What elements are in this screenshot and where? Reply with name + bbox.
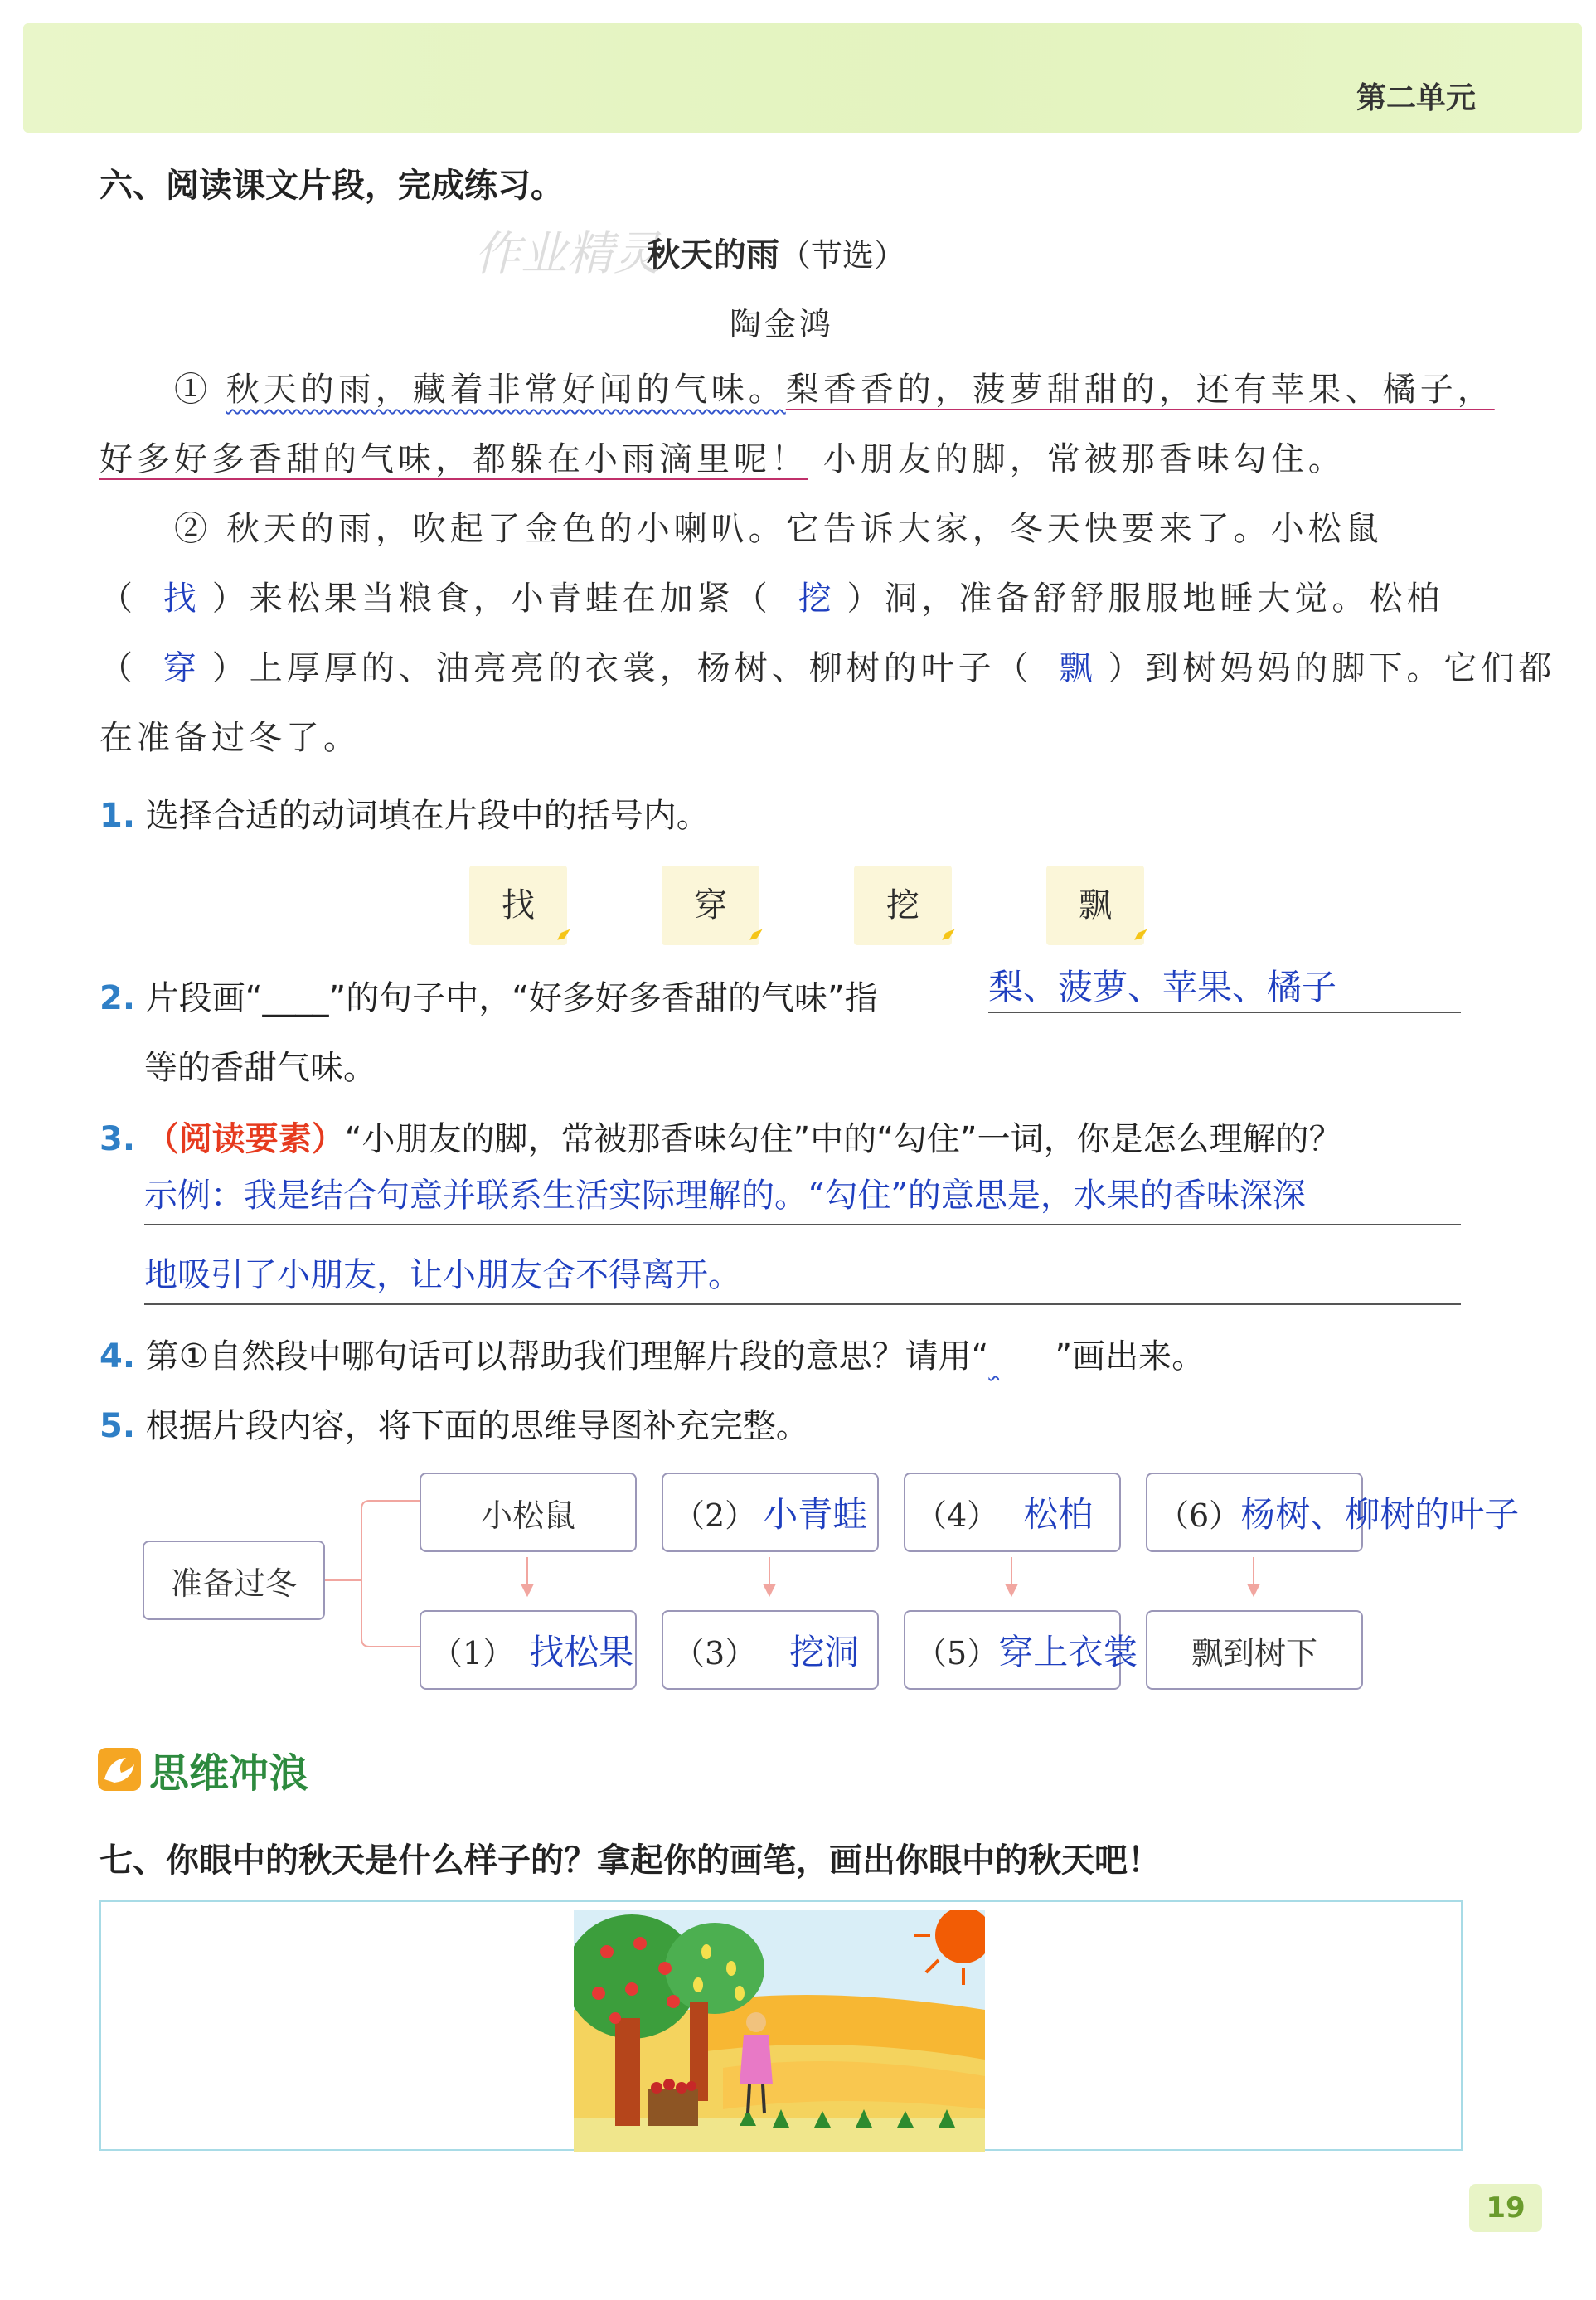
- passage-title-note: （节选）: [779, 237, 906, 274]
- section-title: 思维冲浪: [149, 1750, 309, 1797]
- verb-text: 飘: [1079, 886, 1112, 924]
- p1-underlined-b: 好多好多香甜的气味，都躲在小雨滴里呢！: [99, 440, 808, 478]
- reading-tag: （阅读要素）: [145, 1120, 345, 1158]
- passage-author: 陶金鸿: [730, 306, 835, 342]
- node-number: （1）: [431, 1634, 515, 1672]
- node-label: 小松鼠: [480, 1497, 575, 1534]
- mindmap-bottom-3: [904, 1610, 1138, 1690]
- mindmap-top-4: [1146, 1473, 1520, 1552]
- mindmap-top-1: [420, 1473, 637, 1552]
- verb-text: 挖: [886, 886, 919, 924]
- question-text: 根据片段内容，将下面的思维导图补充完整。: [145, 1407, 809, 1445]
- mindmap-bottom-1: [420, 1610, 637, 1690]
- section7-heading: 七、你眼中的秋天是什么样子的？拿起你的画笔，画出你眼中的秋天吧！: [99, 1841, 1161, 1880]
- p1-tail: 小朋友的脚，常被那香味勾住。: [822, 440, 1346, 478]
- fill-answer-1: 找: [163, 580, 201, 618]
- node-answer: 找松果: [529, 1632, 634, 1672]
- question-tail: ”画出来。: [1055, 1337, 1205, 1376]
- mindmap-root: [143, 1541, 325, 1620]
- autumn-drawing-image: [574, 1910, 985, 2152]
- question-text: 片段画“____”的句子中，“好多好多香甜的气味”指: [145, 979, 878, 1017]
- passage-title-text: 秋天的雨: [647, 236, 779, 274]
- unit-label: 第二单元: [1356, 81, 1477, 115]
- fill-answer-4: 飘: [1059, 649, 1097, 687]
- node-answer: 穿上衣裳: [998, 1632, 1138, 1672]
- p2-line3-end: ）到树妈妈的脚下。它们都: [1108, 649, 1556, 687]
- p2-line4: 在准备过冬了。: [99, 719, 361, 757]
- node-number: （4）: [915, 1497, 999, 1534]
- node-label: 飘到树下: [1191, 1634, 1317, 1672]
- question-text: 第①自然段中哪句话可以帮助我们理解片段的意思？请用“: [145, 1337, 989, 1376]
- node-answer: 小青蛙: [763, 1494, 868, 1535]
- question-number: 1.: [99, 797, 136, 835]
- p1-underlined-a: 梨香香的，菠萝甜甜的，还有苹果、橘子，: [785, 371, 1495, 409]
- p2-line1: ② 秋天的雨，吹起了金色的小喇叭。它告诉大家，冬天快要来了。小松鼠: [174, 510, 1383, 548]
- p2-line3-mid: ）上厚厚的、油亮亮的衣裳，杨树、柳树的叶子（: [211, 649, 1033, 687]
- question-2-tail: 等的香甜气味。: [144, 1049, 376, 1087]
- p1-wavy-sentence: 秋天的雨，藏着非常好闻的气味。: [226, 371, 786, 409]
- question-number: 3.: [99, 1120, 136, 1158]
- node-number: （2）: [673, 1497, 757, 1534]
- root-label: 准备过冬: [170, 1565, 297, 1602]
- question-number: 2.: [99, 979, 136, 1017]
- node-answer: 挖洞: [789, 1632, 860, 1672]
- page-number: 19: [1469, 2184, 1542, 2232]
- mindmap-bottom-2: [662, 1610, 879, 1690]
- mindmap-bottom-4: [1146, 1610, 1363, 1690]
- node-number: （6）: [1157, 1497, 1241, 1534]
- answer-text: 梨、菠萝、苹果、橘子: [988, 967, 1337, 1007]
- question-text: “小朋友的脚，常被那香味勾住”中的“勾住”一词，你是怎么理解的？: [344, 1120, 1342, 1158]
- watermark: 作业精灵: [474, 227, 660, 281]
- fill-answer-2: 挖: [798, 580, 836, 618]
- verb-text: 找: [502, 886, 535, 924]
- node-answer: 杨树、柳树的叶子: [1240, 1494, 1520, 1535]
- node-answer: 松柏: [1023, 1494, 1094, 1535]
- p2-bracket: （: [99, 649, 137, 687]
- p2-line2-end: ）洞，准备舒舒服服地睡大觉。松柏: [847, 580, 1444, 618]
- verb-text: 穿: [694, 886, 727, 924]
- fill-answer-3: 穿: [163, 649, 201, 687]
- answer-text: 地吸引了小朋友，让小朋友舍不得离开。: [144, 1256, 741, 1294]
- answer-text: 示例：我是结合句意并联系生活实际理解的。“勾住”的意思是，水果的香味深深: [144, 1177, 1306, 1215]
- node-number: （3）: [673, 1634, 757, 1672]
- wave-icon: [98, 1748, 141, 1791]
- p2-bracket: （: [99, 580, 137, 618]
- p1-number: ①: [174, 371, 211, 409]
- question-number: 5.: [99, 1407, 136, 1445]
- mindmap-top-2: [662, 1473, 879, 1552]
- section6-heading: 六、阅读课文片段，完成练习。: [99, 167, 564, 205]
- p2-line2-mid: ）来松果当粮食，小青蛙在加紧（: [211, 580, 772, 618]
- mindmap-top-3: [904, 1473, 1121, 1552]
- question-number: 4.: [99, 1337, 136, 1376]
- node-number: （5）: [915, 1634, 999, 1672]
- question-text: 选择合适的动词填在片段中的括号内。: [145, 797, 710, 835]
